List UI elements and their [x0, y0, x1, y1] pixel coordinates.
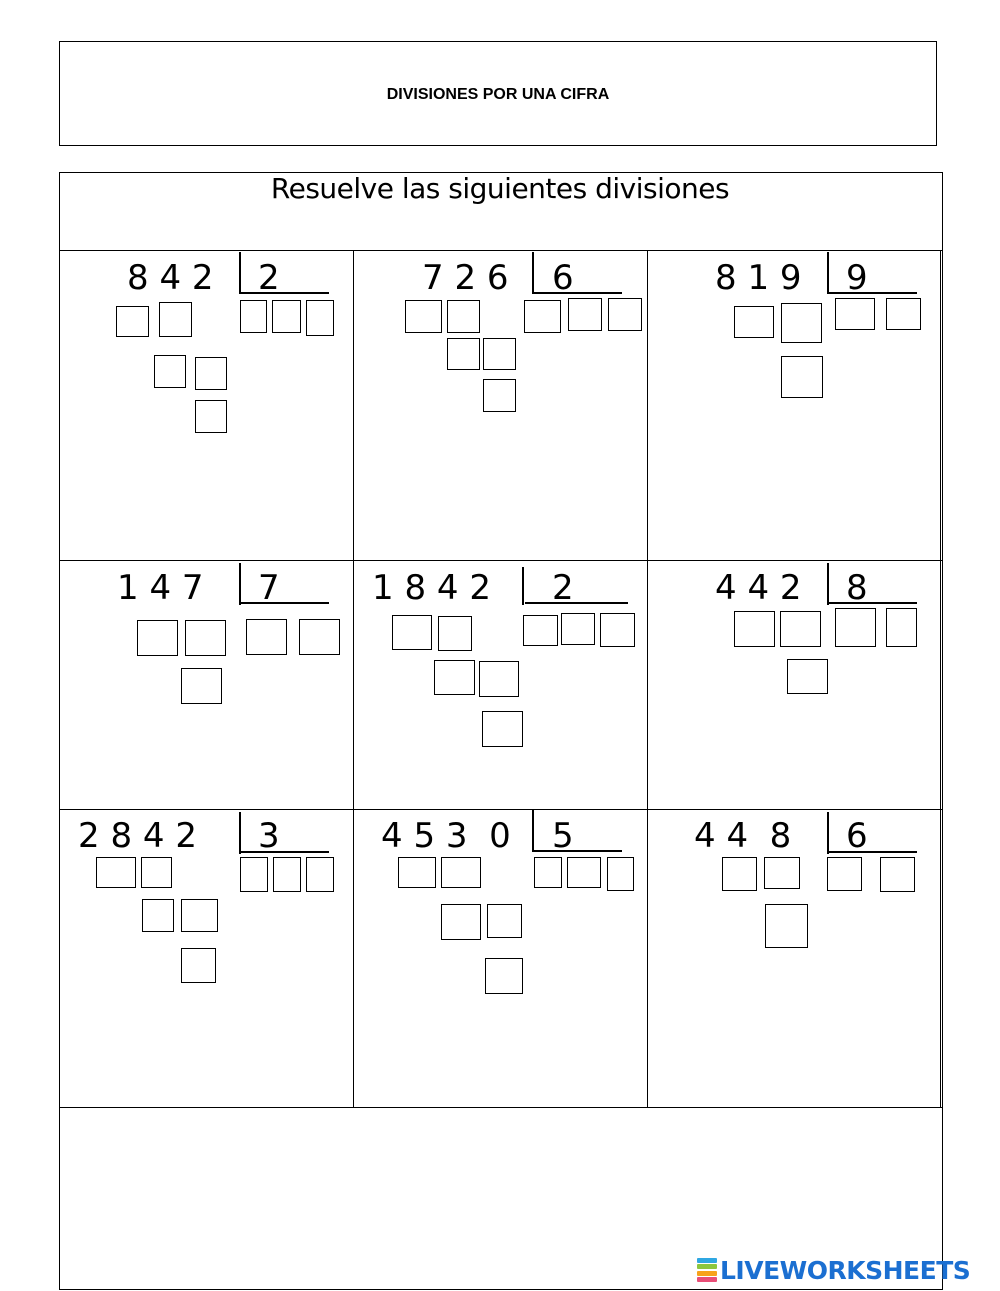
- answer-box[interactable]: [306, 857, 334, 892]
- answer-box[interactable]: [438, 616, 472, 651]
- division-bracket: [827, 563, 829, 605]
- answer-box[interactable]: [722, 857, 757, 891]
- divisor: 3: [258, 816, 280, 856]
- answer-box[interactable]: [441, 857, 481, 888]
- answer-box[interactable]: [781, 303, 822, 343]
- grid-line: [940, 250, 941, 1108]
- division-bracket: [532, 252, 534, 294]
- answer-box[interactable]: [765, 904, 808, 948]
- answer-box[interactable]: [272, 300, 301, 333]
- answer-box[interactable]: [142, 899, 174, 932]
- answer-box[interactable]: [273, 857, 301, 892]
- answer-box[interactable]: [159, 302, 192, 337]
- answer-box[interactable]: [483, 379, 516, 412]
- division-bracket: [827, 292, 917, 294]
- answer-box[interactable]: [524, 300, 561, 333]
- dividend: 4 4 8: [694, 816, 792, 856]
- answer-box[interactable]: [568, 298, 602, 331]
- answer-box[interactable]: [487, 904, 522, 938]
- answer-box[interactable]: [181, 899, 218, 932]
- answer-box[interactable]: [441, 904, 481, 940]
- answer-box[interactable]: [240, 300, 267, 333]
- grid-line: [647, 250, 648, 1108]
- answer-box[interactable]: [567, 857, 601, 888]
- liveworksheets-logo: [697, 1255, 970, 1285]
- division-bracket: [239, 602, 329, 604]
- answer-box[interactable]: [154, 355, 186, 388]
- answer-box[interactable]: [534, 857, 562, 888]
- dividend: 8 1 9: [715, 258, 802, 298]
- division-bracket: [532, 292, 622, 294]
- answer-box[interactable]: [600, 613, 635, 647]
- answer-box[interactable]: [96, 857, 136, 888]
- dividend: 1 4 7: [117, 568, 204, 608]
- answer-box[interactable]: [306, 300, 334, 336]
- divisor: 7: [258, 568, 280, 608]
- answer-box[interactable]: [246, 619, 287, 655]
- answer-box[interactable]: [886, 298, 921, 330]
- answer-box[interactable]: [240, 857, 268, 892]
- answer-box[interactable]: [447, 300, 480, 333]
- answer-box[interactable]: [434, 660, 475, 695]
- answer-box[interactable]: [482, 711, 523, 747]
- answer-box[interactable]: [405, 300, 442, 333]
- divisor: 9: [846, 258, 868, 298]
- answer-box[interactable]: [185, 620, 226, 656]
- dividend: 8 4 2: [127, 258, 214, 298]
- answer-box[interactable]: [483, 338, 516, 370]
- division-bracket: [827, 851, 917, 853]
- answer-box[interactable]: [181, 948, 216, 983]
- answer-box[interactable]: [835, 608, 876, 647]
- division-bracket: [239, 563, 241, 605]
- dividend: 4 5 3 0: [381, 816, 511, 856]
- grid-line: [60, 809, 942, 810]
- division-bracket: [525, 602, 628, 604]
- answer-box[interactable]: [195, 400, 227, 433]
- page-title: DIVISIONES POR UNA CIFRA: [386, 86, 610, 103]
- dividend: 2 8 4 2: [78, 816, 197, 856]
- answer-box[interactable]: [835, 298, 875, 330]
- answer-box[interactable]: [561, 613, 595, 645]
- divisor: 2: [258, 258, 280, 298]
- division-bracket: [522, 567, 524, 605]
- answer-box[interactable]: [827, 857, 862, 891]
- division-bracket: [532, 810, 534, 852]
- answer-box[interactable]: [523, 615, 558, 646]
- answer-box[interactable]: [195, 357, 227, 390]
- grid-line: [60, 250, 942, 251]
- answer-box[interactable]: [181, 668, 222, 704]
- liveworksheets-logo-icon: [697, 1258, 717, 1282]
- division-bracket: [239, 252, 241, 294]
- answer-box[interactable]: [886, 608, 917, 647]
- divisor: 6: [846, 816, 868, 856]
- grid-line: [353, 250, 354, 1108]
- answer-box[interactable]: [764, 857, 800, 889]
- brand-name: LIVEWORKSHEETS: [720, 1255, 971, 1285]
- answer-box[interactable]: [734, 611, 775, 647]
- divisor: 8: [846, 568, 868, 608]
- answer-box[interactable]: [141, 857, 172, 888]
- division-bracket: [239, 812, 241, 854]
- dividend: 7 2 6: [422, 258, 509, 298]
- answer-box[interactable]: [299, 619, 340, 655]
- grid-line: [60, 560, 942, 561]
- answer-box[interactable]: [116, 306, 149, 337]
- division-bracket: [239, 292, 329, 294]
- answer-box[interactable]: [780, 611, 821, 647]
- divisor: 2: [552, 568, 574, 608]
- division-bracket: [532, 850, 622, 852]
- dividend: 1 8 4 2: [372, 568, 491, 608]
- answer-box[interactable]: [485, 958, 523, 994]
- divisor: 5: [552, 816, 574, 856]
- dividend: 4 4 2: [715, 568, 802, 608]
- division-bracket: [239, 851, 329, 853]
- answer-box[interactable]: [398, 857, 436, 888]
- answer-box[interactable]: [608, 298, 642, 331]
- division-bracket: [827, 812, 829, 854]
- answer-box[interactable]: [137, 620, 178, 656]
- answer-box[interactable]: [607, 857, 634, 891]
- division-bracket: [827, 602, 917, 604]
- title-box: [59, 41, 937, 146]
- answer-box[interactable]: [880, 857, 915, 892]
- grid-line: [60, 1107, 942, 1108]
- answer-box[interactable]: [787, 659, 828, 694]
- division-bracket: [827, 252, 829, 294]
- answer-box[interactable]: [479, 661, 519, 697]
- instruction-text: Resuelve las siguientes divisiones: [270, 172, 730, 205]
- answer-box[interactable]: [447, 338, 480, 370]
- answer-box[interactable]: [781, 356, 823, 398]
- answer-box[interactable]: [734, 306, 774, 338]
- answer-box[interactable]: [392, 615, 432, 650]
- divisor: 6: [552, 258, 574, 298]
